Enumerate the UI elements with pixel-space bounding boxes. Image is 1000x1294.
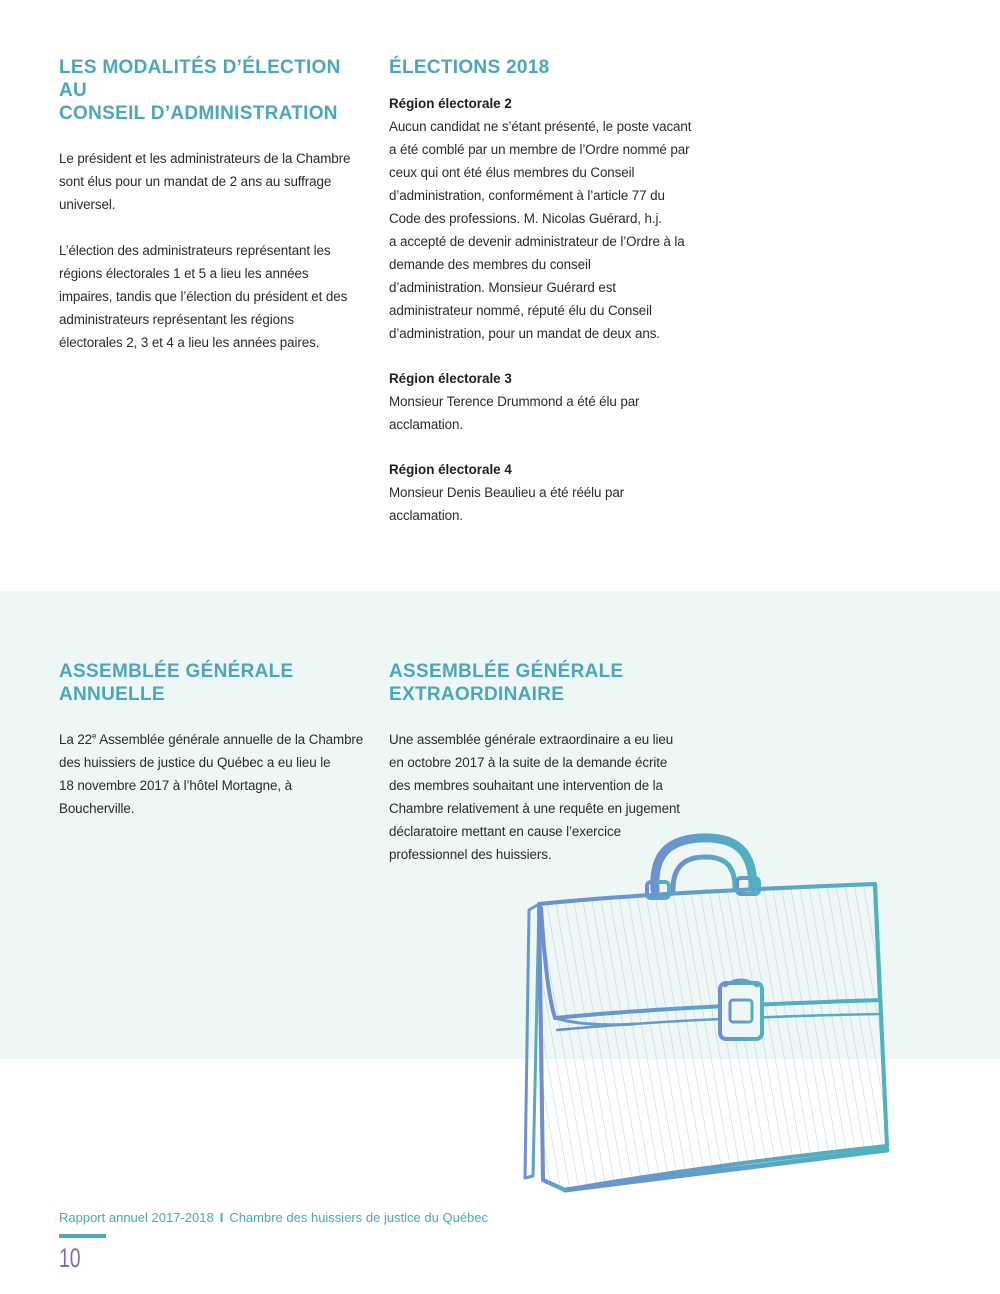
footer-separator: I <box>219 1210 224 1225</box>
text-line: a accepté de devenir administrateur de l’Ordre à la <box>389 234 685 249</box>
agm-title-line: ASSEMBLÉE GÉNÉRALE <box>59 661 294 682</box>
text-line: Chambre relativement à une requête en jugement <box>389 801 680 816</box>
text-line: Monsieur Terence Drummond a été élu par <box>389 394 640 409</box>
footer-rule <box>59 1234 106 1238</box>
ege-title-line: EXTRAORDINAIRE <box>389 684 565 705</box>
text-line: en octobre 2017 à la suite de la demande écrite <box>389 755 668 770</box>
page-number: 10 <box>59 1243 81 1273</box>
agm-title-line: ANNUELLE <box>59 684 165 705</box>
agm-title <box>59 660 359 706</box>
agm-paragraph <box>59 728 364 820</box>
text-line: administrateur nommé, réputé élu du Conseil <box>389 303 652 318</box>
modalites-paragraph-2 <box>59 239 359 354</box>
text-line: professionnel des huissiers. <box>389 847 552 862</box>
text-line: universel. <box>59 197 116 212</box>
text-line: des membres souhaitant une intervention de la <box>389 778 663 793</box>
text-line <box>59 728 364 751</box>
region-text <box>389 390 689 436</box>
text-line: Boucherville. <box>59 801 135 816</box>
agm-ordinal: La 22 <box>59 732 93 747</box>
region-3-block <box>389 367 689 436</box>
region-title: Région électorale 4 <box>389 462 512 477</box>
region-4-block <box>389 458 689 527</box>
text-line: sont élus pour un mandat de 2 ans au suffrage <box>59 174 332 189</box>
agm-line1-rest: Assemblée générale annuelle de la Chambre <box>96 732 364 747</box>
elections-title: ÉLECTIONS 2018 <box>389 57 550 78</box>
region-title: Région électorale 3 <box>389 371 512 386</box>
text-line: déclaratoire mettant en cause l’exercice <box>389 824 621 839</box>
text-line: a été comblé par un membre de l’Ordre nommé par <box>389 142 690 157</box>
briefcase-icon <box>515 828 895 1208</box>
text-line: d’administration. Monsieur Guérard est <box>389 280 616 295</box>
footer-text <box>59 1209 488 1227</box>
text-line: des huissiers de justice du Québec a eu lieu le <box>59 755 331 770</box>
footer-org: Chambre des huissiers de justice du Québec <box>229 1210 489 1225</box>
ege-title-line: ASSEMBLÉE GÉNÉRALE <box>389 661 624 682</box>
region-text <box>389 115 692 345</box>
text-line: demande des membres du conseil <box>389 257 591 272</box>
section-assemblee-annuelle <box>59 660 364 820</box>
text-line: Le président et les administrateurs de la Chambre <box>59 151 351 166</box>
region-title: Région électorale 2 <box>389 96 512 111</box>
text-line: Monsieur Denis Beaulieu a été réélu par <box>389 485 625 500</box>
text-line: acclamation. <box>389 508 463 523</box>
footer-report: Rapport annuel 2017-2018 <box>59 1210 214 1225</box>
text-line: ceux qui ont été élus membres du Conseil <box>389 165 635 180</box>
ege-title <box>389 660 689 706</box>
text-line: électorales 2, 3 et 4 a lieu les années paires. <box>59 335 320 350</box>
text-line: Code des professions. M. Nicolas Guérard, h.j. <box>389 211 663 226</box>
text-line: administrateurs représentant les régions <box>59 312 294 327</box>
text-line: L’élection des administrateurs représentant les <box>59 243 331 258</box>
agm-ordinal-suffix: e <box>92 731 97 741</box>
text-line: d’administration, conformément à l’article 77 du <box>389 188 665 203</box>
region-2-block <box>389 92 692 345</box>
section-modalites <box>59 56 359 354</box>
modalites-paragraph-1 <box>59 147 359 216</box>
text-line: Aucun candidat ne s’étant présenté, le poste vacant <box>389 119 692 134</box>
region-text <box>389 481 689 527</box>
modalites-title-line: CONSEIL D’ADMINISTRATION <box>59 103 338 124</box>
text-line: acclamation. <box>389 417 463 432</box>
modalites-title-line: LES MODALITÉS D’ÉLECTION AU <box>59 57 341 101</box>
text-line: Une assemblée générale extraordinaire a eu lieu <box>389 732 674 747</box>
text-line: régions électorales 1 et 5 a lieu les années <box>59 266 309 281</box>
text-line: d’administration, pour un mandat de deux ans. <box>389 326 660 341</box>
modalites-title <box>59 56 359 125</box>
text-line: 18 novembre 2017 à l’hôtel Mortagne, à <box>59 778 292 793</box>
text-line: impaires, tandis que l’élection du président et des <box>59 289 348 304</box>
section-elections-2018 <box>389 56 692 527</box>
